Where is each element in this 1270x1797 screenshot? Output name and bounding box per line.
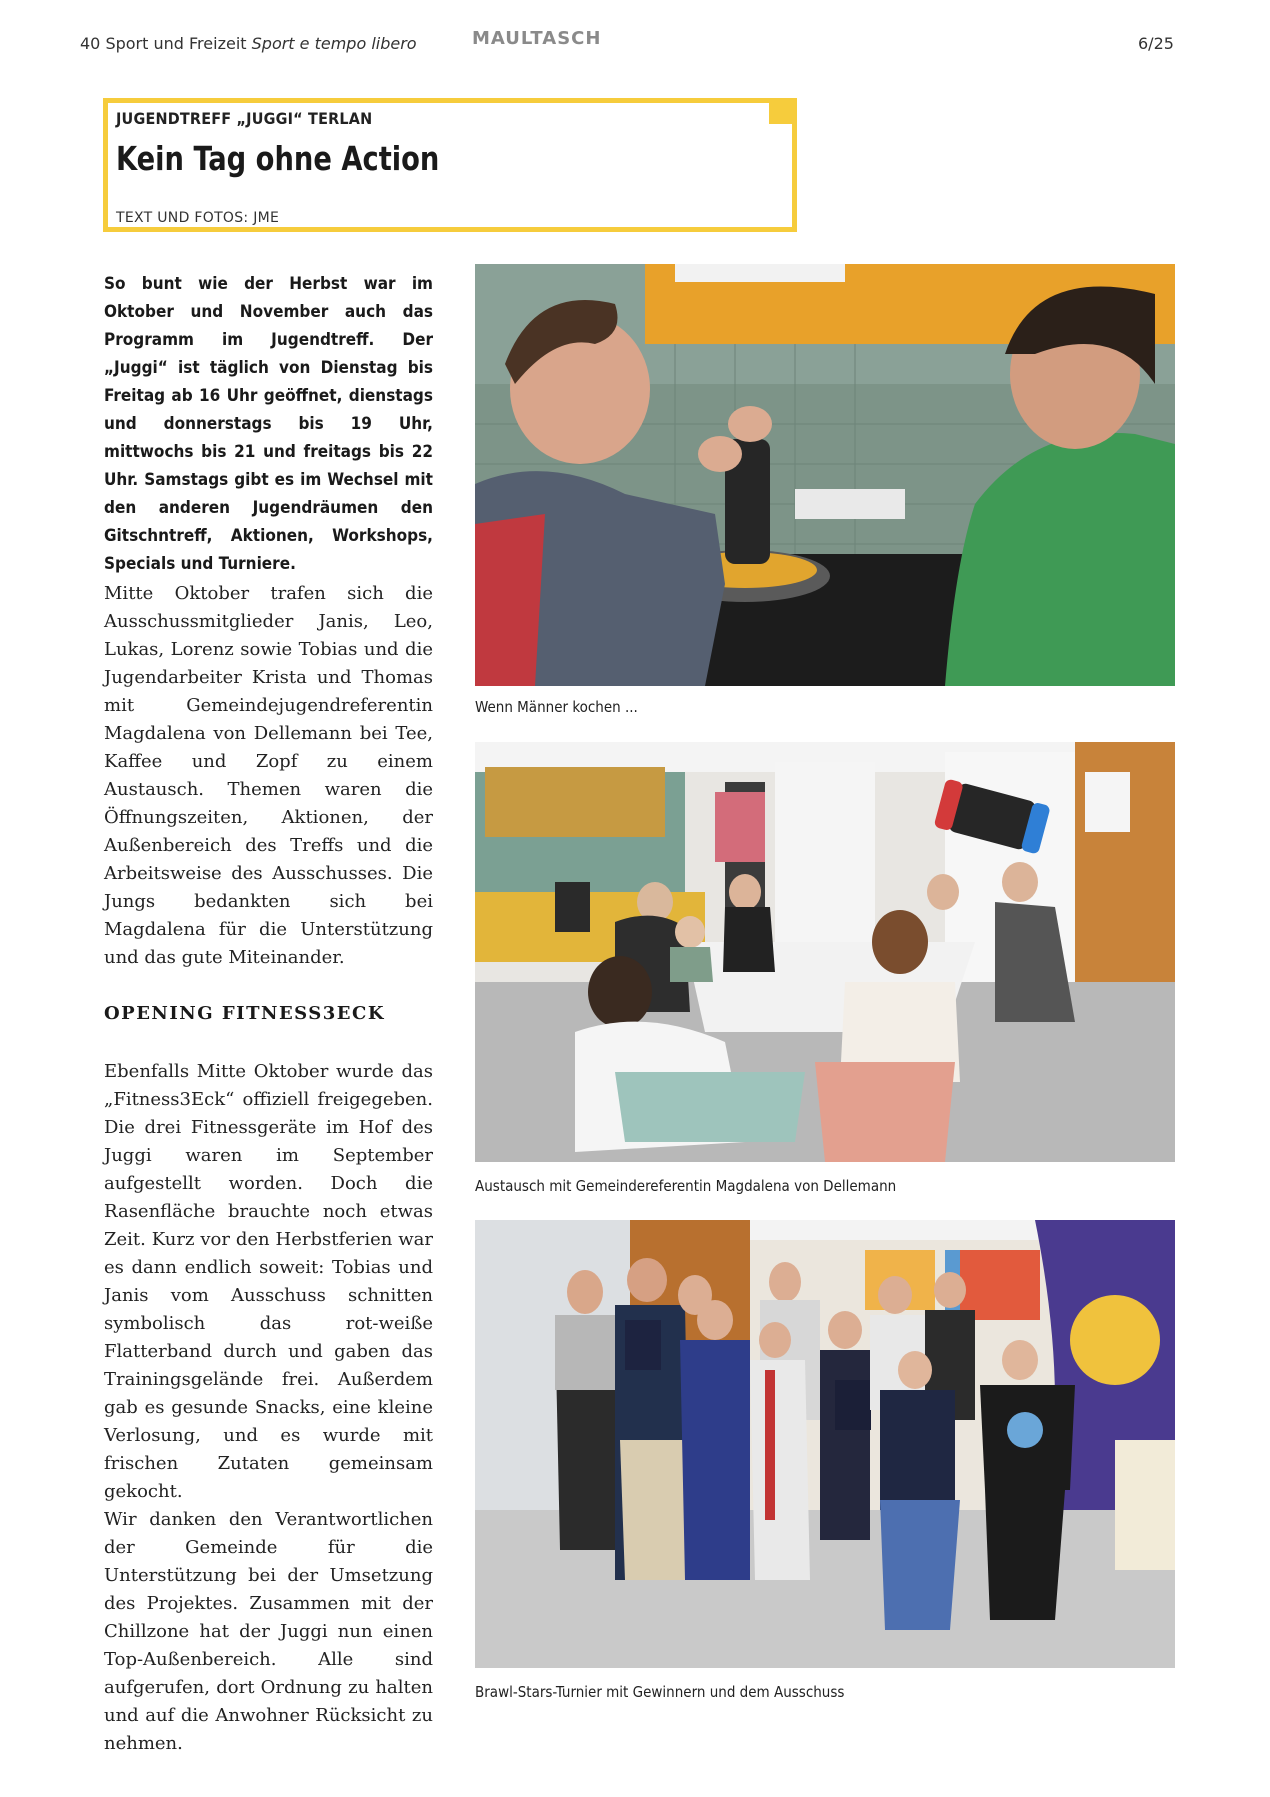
- photo-cooking-image: [475, 264, 1175, 686]
- article-title-box: [103, 98, 797, 232]
- article-paragraph: Wir danken den Verantwortlichen der Gemeinde für die Unterstützung bei der Umsetzung des Projektes. Zusammen mit der Chillzone hat der Juggi nun einen Top-Außenbereich. Alle sind aufgerufen, dort Ordnung zu halten und auf die Anwohner Rücksicht zu nehmen.: [104, 1509, 433, 1754]
- photo-caption: Brawl-Stars-Turnier mit Gewinnern und dem Ausschuss: [475, 1683, 845, 1701]
- title-box-corner-accent: [769, 98, 797, 124]
- article-credit: TEXT UND FOTOS: JME: [116, 210, 280, 226]
- photo-cooking: [475, 264, 1175, 686]
- photo-caption: Austausch mit Gemeindereferentin Magdalena von Dellemann: [475, 1177, 897, 1195]
- section-subheading: OPENING FITNESS3ECK: [104, 1003, 385, 1024]
- photo-meeting-image: [475, 742, 1175, 1162]
- article-body-continued: [104, 1058, 433, 1758]
- section-german: Sport und Freizeit: [105, 34, 247, 53]
- article-kicker: JUGENDTREFF „JUGGI“ TERLAN: [116, 109, 373, 128]
- article-lead: So bunt wie der Herbst war im Oktober und November auch das Programm im Jugendtreff. Der „Juggi“ ist täglich von Dienstag bis Freitag ab 16 Uhr geöffnet, dienstags und donnerstags bis 19 Uhr, mittwochs bis 21 und freitags bis 22 Uhr. Samstags gibt es im Wechsel mit den anderen Jugendräumen den Gitschntreff, Aktionen, Workshops, Specials und Turniere.: [104, 274, 433, 574]
- section-italian: Sport e tempo libero: [251, 34, 417, 53]
- photo-meeting: [475, 742, 1175, 1162]
- page-number: 40: [80, 34, 101, 53]
- article-paragraph: Ebenfalls Mitte Oktober wurde das „Fitness3Eck“ offiziell freigegeben. Die drei Fitnessgeräte im Hof des Juggi waren im September aufgestellt worden. Doch die Rasenfläche brauchte noch etwas Zeit. Kurz vor den Herbstferien war es dann endlich soweit: Tobias und Janis vom Ausschuss schnitten symbolisch das rot-weiße Flatterband durch und gaben das Trainingsgelände frei. Außerdem gab es gesunde Snacks, eine kleine Verlosung, und es wurde mit frischen Zutaten gemeinsam gekocht.: [104, 1061, 433, 1502]
- running-header: [80, 34, 417, 53]
- issue-number: 6/25: [1138, 34, 1174, 53]
- magazine-brand: MAULTASCH: [472, 28, 602, 49]
- photo-tournament-group-image: [475, 1220, 1175, 1668]
- photo-tournament-group: [475, 1220, 1175, 1668]
- photo-caption: Wenn Männer kochen ...: [475, 698, 638, 716]
- article-title: Kein Tag ohne Action: [116, 139, 440, 178]
- article-paragraph: Mitte Oktober trafen sich die Ausschussmitglieder Janis, Leo, Lukas, Lorenz sowie Tobias und die Jugendarbeiter Krista und Thomas mit Gemeindejugendreferentin Magdalena von Dellemann bei Tee, Kaffee und Zopf zu einem Austausch. Themen waren die Öffnungszeiten, Aktionen, der Außenbereich des Treffs und die Arbeitsweise des Ausschusses. Die Jungs bedankten sich bei Magdalena für die Unterstützung und das gute Miteinander.: [104, 583, 433, 968]
